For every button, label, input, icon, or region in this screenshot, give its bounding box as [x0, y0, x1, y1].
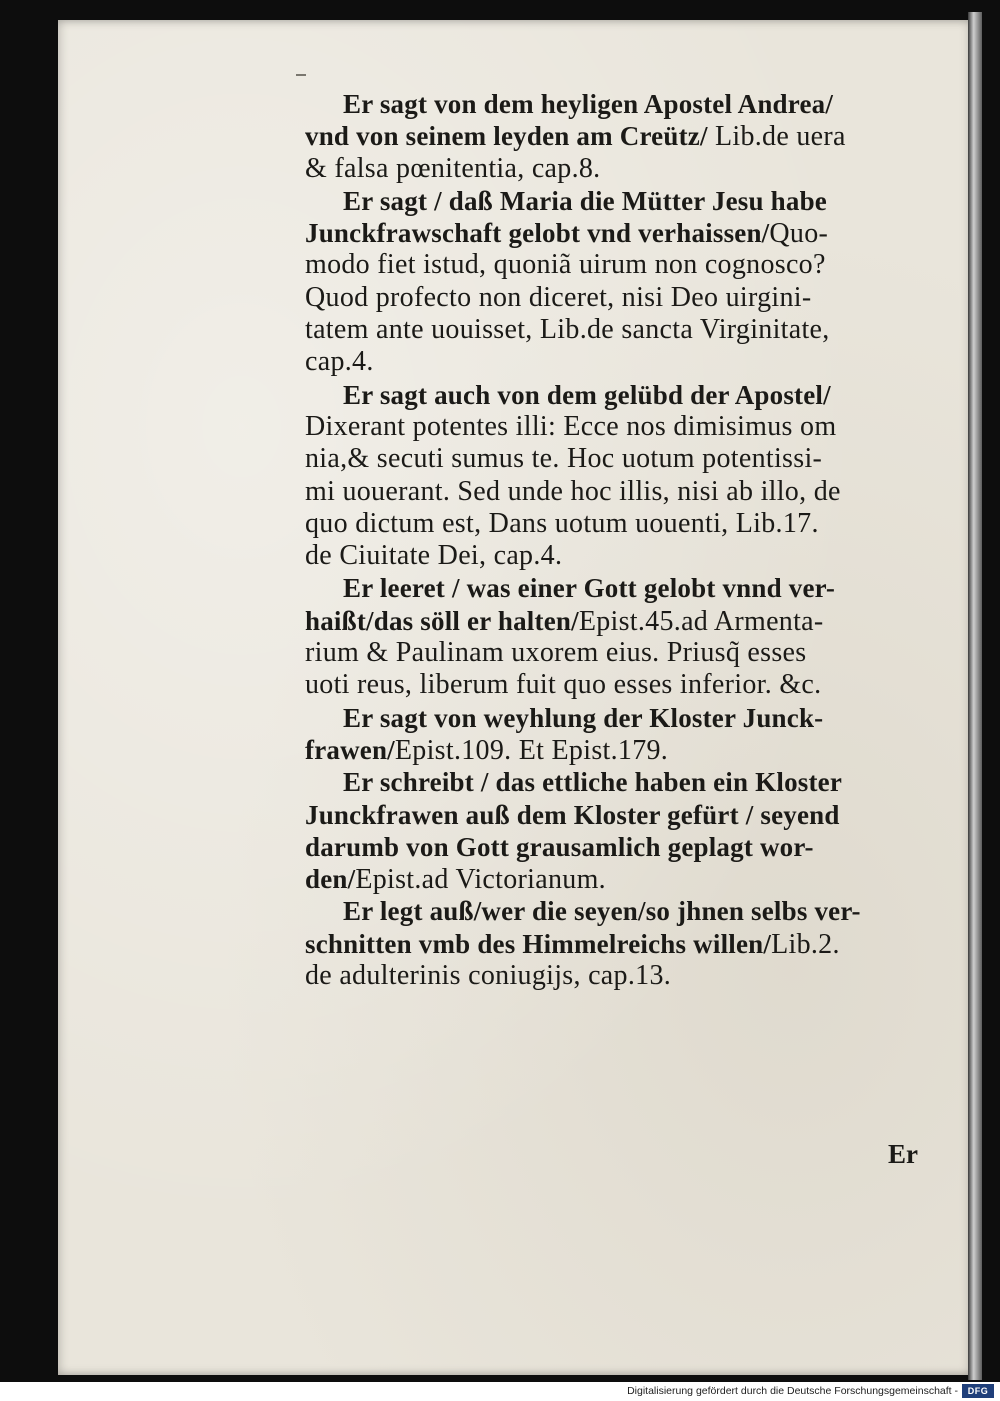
roman-text: & falsa pœnitentia, cap.8.	[305, 152, 601, 184]
blackletter-text: den/	[305, 864, 356, 895]
text-line	[305, 799, 965, 831]
text-line	[305, 669, 965, 701]
roman-text: nia,& secuti sumus te. Hoc uotum potentissi-	[305, 443, 823, 475]
text-line	[305, 443, 965, 475]
roman-text: Quod profecto non diceret, nisi Deo uirgini-	[305, 281, 812, 313]
roman-text: tatem ante uouisset, Lib.de sancta Virginitate,	[305, 314, 830, 346]
text-line	[305, 895, 965, 927]
blackletter-text: Er sagt / daß Maria die Mütter Jesu habe	[343, 185, 827, 216]
roman-text: Lib.de uera	[707, 121, 846, 153]
blackletter-text: Junckfrawen auß dem Kloster gefürt / seyend	[305, 799, 840, 830]
text-line	[305, 249, 965, 281]
roman-text: cap.4.	[305, 346, 374, 378]
text-line	[305, 88, 965, 120]
roman-text: Epist.ad Victorianum.	[355, 864, 606, 896]
text-line	[305, 766, 965, 798]
dfg-logo: DFG	[962, 1384, 994, 1398]
text-line	[305, 863, 965, 895]
text-line	[305, 476, 965, 508]
footer-bar	[0, 1382, 1000, 1401]
text-line	[305, 411, 965, 443]
text-line	[305, 702, 965, 734]
text-line	[305, 928, 965, 960]
roman-text: rium & Paulinam uxorem eius. Priusq̃ esses	[305, 637, 807, 669]
roman-text: Dixerant potentes illi: Ecce nos dimisimus om	[305, 410, 837, 442]
roman-text: mi uouerant. Sed unde hoc illis, nisi ab illo, de	[305, 475, 841, 507]
text-line	[305, 153, 965, 185]
text-line	[305, 540, 965, 572]
blackletter-text: Er sagt auch von dem gelübd der Apostel/	[343, 379, 831, 410]
text-line	[305, 831, 965, 863]
page-edge	[968, 12, 982, 1380]
blackletter-text: frawen/	[305, 734, 395, 765]
text-line	[305, 734, 965, 766]
text-line	[305, 605, 965, 637]
text-line	[305, 185, 965, 217]
text-line	[305, 217, 965, 249]
text-line	[305, 120, 965, 152]
roman-text: de Ciuitate Dei, cap.4.	[305, 540, 563, 572]
roman-text: Lib.2.	[771, 928, 840, 960]
blackletter-text: Er schreibt / das ettliche haben ein Kloster	[343, 767, 843, 798]
roman-text: uoti reus, liberum fuit quo esses inferior. &c.	[305, 669, 822, 701]
funding-credit: Digitalisierung gefördert durch die Deutsche Forschungsgemeinschaft -	[627, 1385, 958, 1397]
blackletter-text: Er legt auß/wer die seyen/so jhnen selbs ver-	[343, 896, 861, 927]
text-line	[305, 346, 965, 378]
roman-text: de adulterinis coniugijs, cap.13.	[305, 960, 672, 992]
blackletter-text: Er leeret / was einer Gott gelobt vnnd ver-	[343, 573, 836, 604]
margin-mark	[296, 74, 306, 76]
blackletter-text: haißt/das söll er halten/	[305, 605, 579, 636]
catchword: Er	[888, 1139, 918, 1169]
blackletter-text: vnd von seinem leyden am Creütz/	[305, 121, 708, 152]
text-block	[305, 88, 965, 992]
blackletter-text: Junckfrawschaft gelobt vnd verhaissen/	[305, 218, 770, 249]
text-line	[305, 282, 965, 314]
blackletter-text: darumb von Gott grausamlich geplagt wor-	[305, 831, 814, 862]
roman-text: modo fiet istud, quoniã uirum non cognosco?	[305, 249, 826, 281]
roman-text: Epist.45.ad Armenta-	[578, 605, 824, 637]
roman-text: Quo-	[769, 218, 829, 250]
text-line	[305, 379, 965, 411]
text-line	[305, 314, 965, 346]
roman-text: quo dictum est, Dans uotum uouenti, Lib.17.	[305, 507, 819, 539]
blackletter-text: Er sagt von weyhlung der Kloster Junck-	[343, 702, 824, 733]
text-line	[305, 960, 965, 992]
text-line	[305, 508, 965, 540]
text-line	[305, 572, 965, 604]
text-line	[305, 637, 965, 669]
roman-text: Epist.109. Et Epist.179.	[394, 734, 669, 766]
blackletter-text: schnitten vmb des Himmelreichs willen/	[305, 928, 772, 959]
blackletter-text: Er sagt von dem heyligen Apostel Andrea/	[343, 89, 834, 119]
